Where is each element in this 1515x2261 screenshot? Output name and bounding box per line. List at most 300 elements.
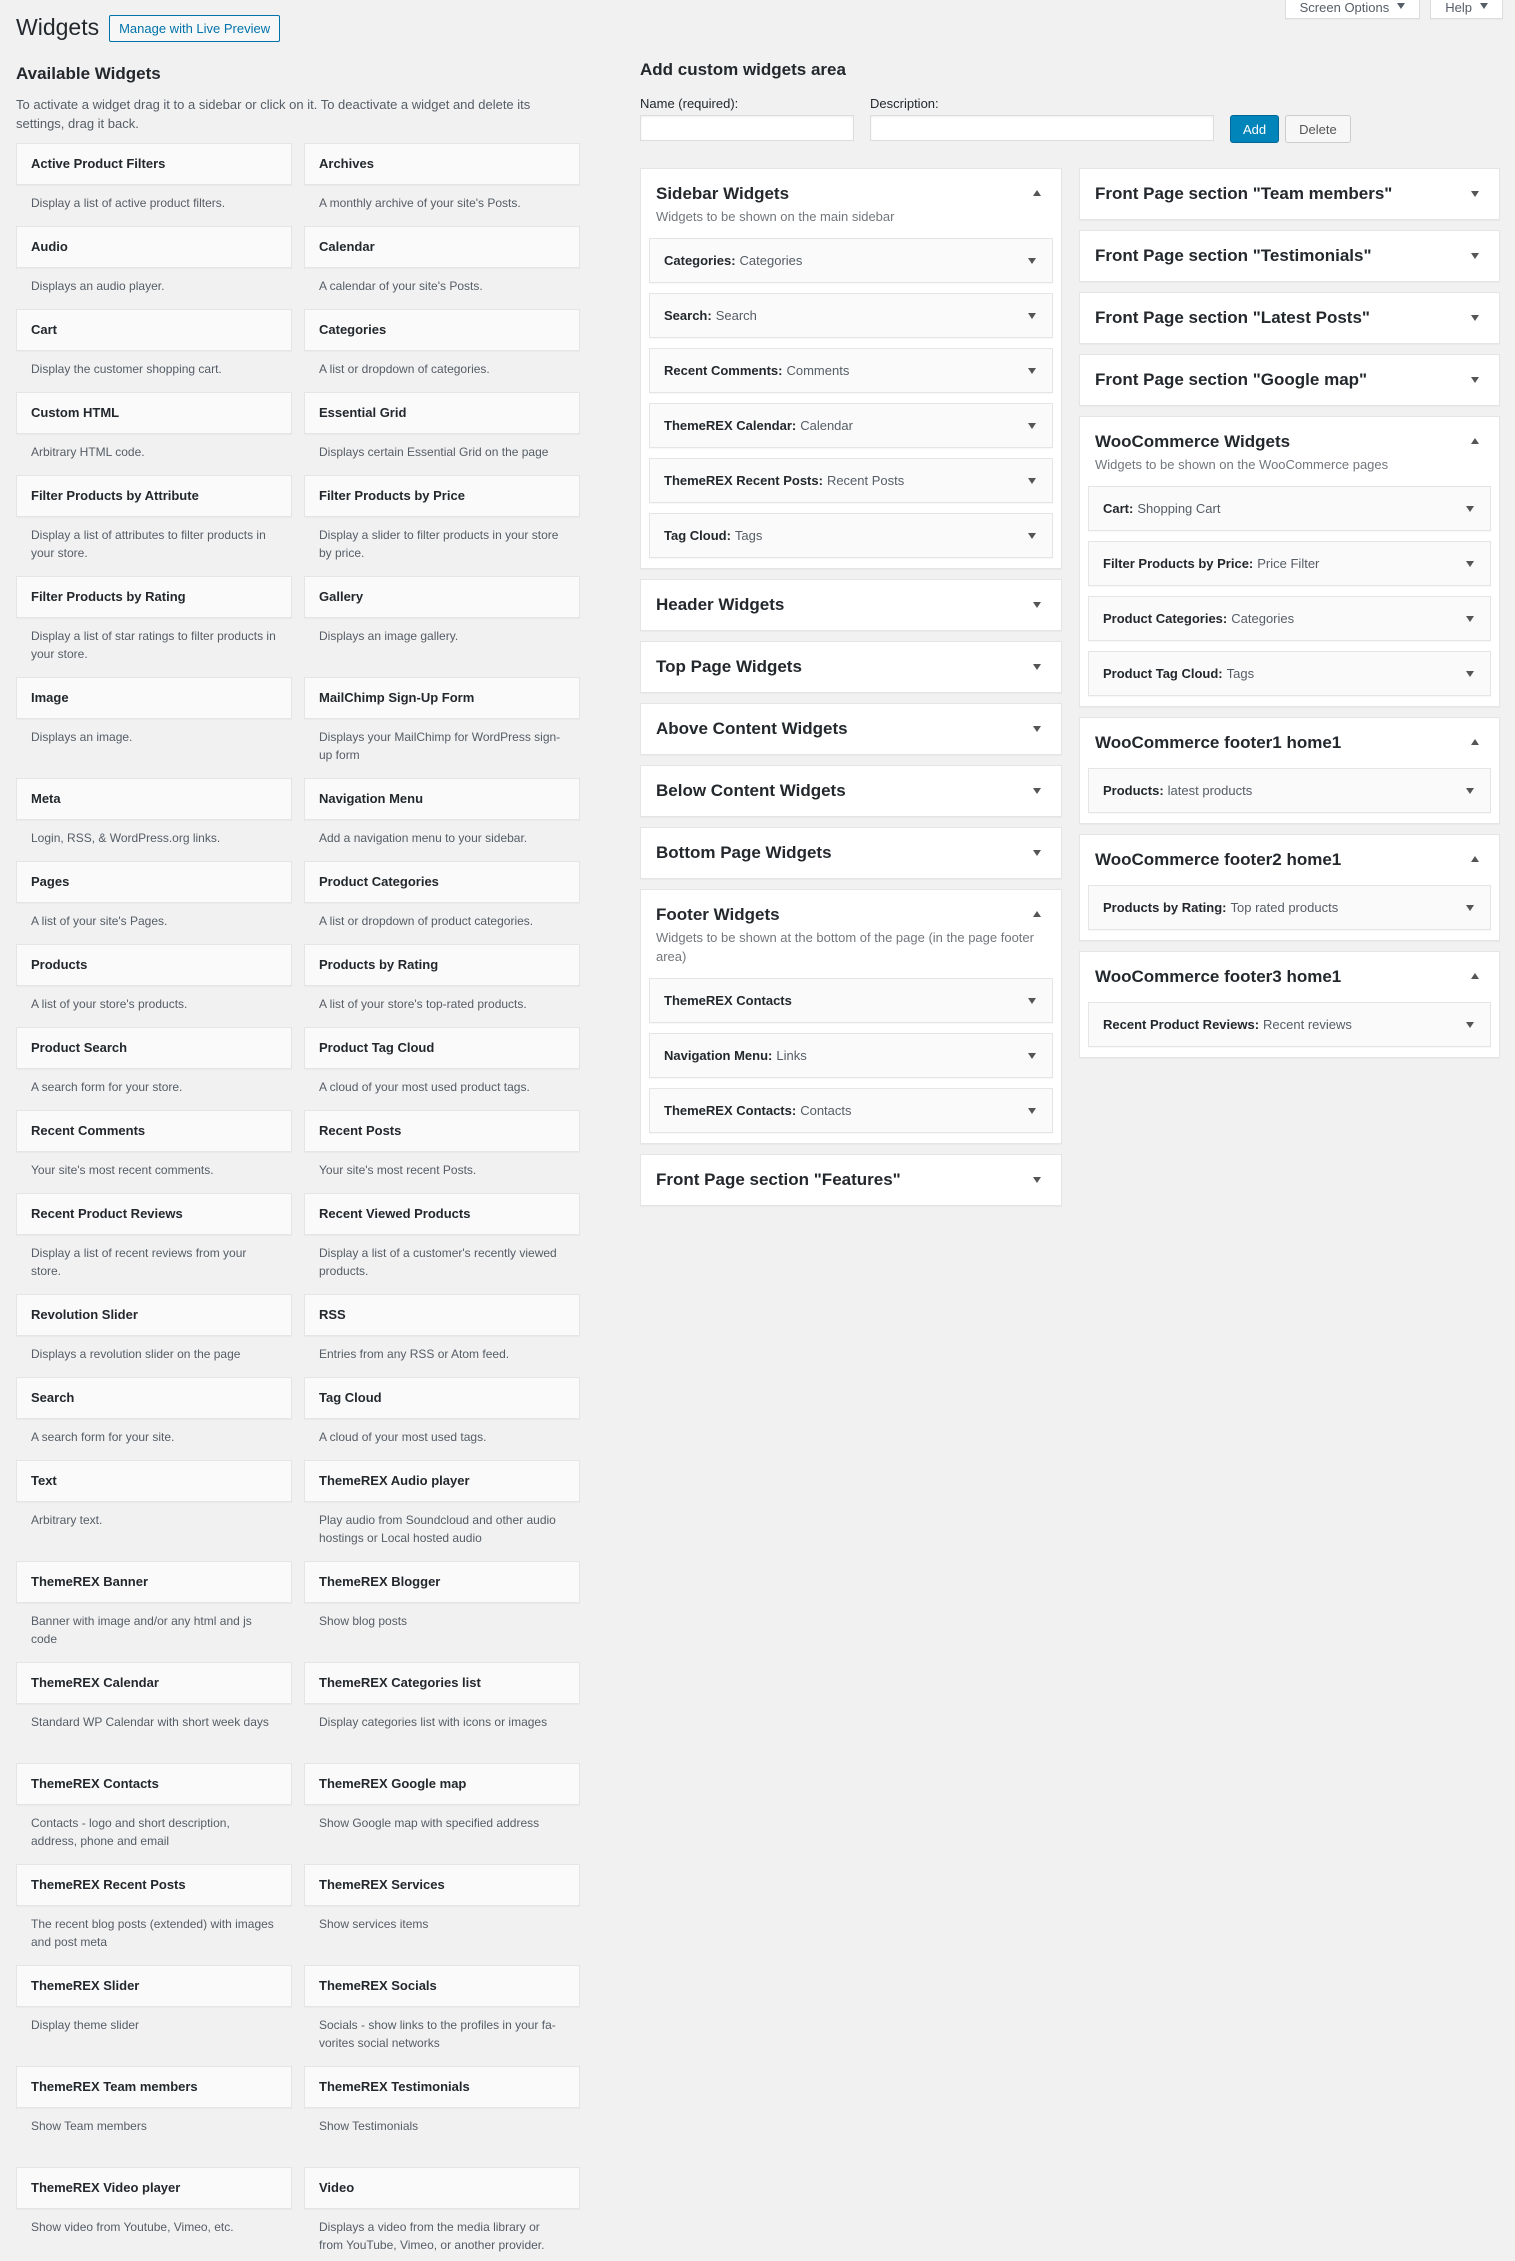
chevron-down-icon[interactable] [1466, 616, 1474, 622]
available-widget [16, 1294, 292, 1377]
sidebar-area-header[interactable] [1080, 952, 1499, 1002]
chevron-up-icon[interactable] [1033, 190, 1041, 196]
available-widget-title[interactable]: Image [16, 677, 292, 719]
available-widget-description: A list of your store's products. [31, 997, 188, 1011]
available-widget-description: A list or dropdown of categories. [319, 362, 490, 376]
available-widget-title[interactable]: Filter Products by Rating [16, 576, 292, 618]
chevron-down-icon[interactable] [1028, 533, 1036, 539]
placed-widget-title: Tag Cloud: [664, 528, 731, 543]
sidebar-area-title: Below Content Widgets [656, 781, 846, 800]
available-widget [16, 1027, 292, 1110]
sidebar-area [1079, 168, 1500, 220]
sidebar-area [640, 703, 1062, 755]
sidebar-area [1079, 230, 1500, 282]
placed-widget-instance-title: Top rated products [1230, 900, 1339, 915]
available-widget-description: Login, RSS, & WordPress.org links. [31, 831, 221, 845]
chevron-down-icon[interactable] [1033, 602, 1041, 608]
available-widget-title[interactable]: ThemeREX Calendar [16, 1662, 292, 1704]
page-title: Widgets [16, 14, 100, 40]
placed-widget-instance-title: Tags [734, 528, 763, 543]
available-widget [304, 1864, 580, 1965]
chevron-up-icon[interactable] [1471, 739, 1479, 745]
placed-widget[interactable] [649, 403, 1053, 448]
available-widget-title[interactable]: ThemeREX Team members [16, 2066, 292, 2108]
placed-widget-title: Navigation Menu: [664, 1048, 773, 1063]
available-widget-title[interactable]: ThemeREX Google map [304, 1763, 580, 1805]
available-widget [16, 1662, 292, 1763]
help-label: Help [1445, 0, 1472, 15]
sidebar-area-title: Top Page Widgets [656, 657, 802, 676]
placed-widget[interactable] [649, 978, 1053, 1023]
placed-widget[interactable] [1088, 651, 1491, 696]
sidebar-area [640, 827, 1062, 879]
placed-widget-title: Search: [664, 308, 712, 323]
available-widget [16, 1561, 292, 1662]
chevron-down-icon[interactable] [1033, 664, 1041, 670]
chevron-down-icon[interactable] [1028, 368, 1036, 374]
chevron-down-icon[interactable] [1466, 905, 1474, 911]
placed-widget[interactable] [1088, 885, 1491, 930]
available-widget-description: Displays an audio player. [31, 279, 165, 293]
available-widget [16, 576, 292, 677]
placed-widget-instance-title: Shopping Cart [1137, 501, 1221, 516]
available-widget-title[interactable]: Recent Product Reviews [16, 1193, 292, 1235]
available-widget [304, 143, 580, 226]
sidebar-area-description: Widgets to be shown on the WooCommerce pages [1095, 457, 1389, 472]
available-widget [304, 1377, 580, 1460]
available-widget-title[interactable]: ThemeREX Audio player [304, 1460, 580, 1502]
sidebar-area [1079, 416, 1500, 707]
sidebar-area-description: Widgets to be shown at the bottom of the page (in the page footer area) [656, 930, 1034, 964]
available-widget-description: Display categories list with icons or images [319, 1715, 548, 1729]
chevron-down-icon[interactable] [1028, 1108, 1036, 1114]
sidebar-area-header[interactable] [1080, 355, 1499, 405]
placed-widget-instance-title: Calendar [800, 418, 853, 433]
manage-live-preview-button[interactable]: Manage with Live Preview [109, 15, 280, 42]
available-widget-description: Display theme slider [31, 2018, 140, 2032]
sidebar-area-title: Front Page section "Latest Posts" [1095, 308, 1370, 327]
available-widget [304, 1294, 580, 1377]
available-widgets-description: To activate a widget drag it to a sidebar or click on it. To deactivate a widget and delete its settings, drag it back. [16, 97, 531, 131]
sidebar-area-title: Footer Widgets [656, 905, 780, 924]
available-widget [304, 1193, 580, 1294]
placed-widget-instance-title: Search [715, 308, 757, 323]
available-widget [304, 1561, 580, 1662]
placed-widget[interactable] [1088, 541, 1491, 586]
available-widget-description: A monthly archive of your site's Posts. [319, 196, 521, 210]
sidebars-column-middle [640, 168, 1062, 1216]
sidebar-area-title: Bottom Page Widgets [656, 843, 832, 862]
available-widget-description: Your site's most recent comments. [31, 1163, 214, 1177]
available-widget-title[interactable]: ThemeREX Blogger [304, 1561, 580, 1603]
sidebar-area-title: WooCommerce Widgets [1095, 432, 1291, 451]
available-widget-description: A list of your site's Pages. [31, 914, 168, 928]
available-widget-title[interactable]: ThemeREX Recent Posts [16, 1864, 292, 1906]
available-widget-title[interactable]: Cart [16, 309, 292, 351]
available-widget [304, 1662, 580, 1763]
sidebar-area-widgets [1080, 885, 1499, 940]
sidebar-area-widgets [1080, 768, 1499, 823]
sidebar-area-title: Above Content Widgets [656, 719, 848, 738]
available-widget-title[interactable]: Revolution Slider [16, 1294, 292, 1336]
chevron-down-icon[interactable] [1028, 423, 1036, 429]
placed-widget-instance-title: Links [776, 1048, 807, 1063]
placed-widget-instance-title: Categories [739, 253, 803, 268]
sidebar-area-description: Widgets to be shown on the main sidebar [656, 209, 895, 224]
available-widget-title[interactable]: Active Product Filters [16, 143, 292, 185]
placed-widget[interactable] [649, 1088, 1053, 1133]
available-widget [16, 2066, 292, 2167]
available-widget-title[interactable]: Gallery [304, 576, 580, 618]
available-widget [16, 226, 292, 309]
placed-widget-title: Product Categories: [1103, 611, 1228, 626]
available-widget-title[interactable]: Meta [16, 778, 292, 820]
sidebar-area-header[interactable] [1080, 718, 1499, 768]
placed-widget-title: Product Tag Cloud: [1103, 666, 1223, 681]
available-widget-description: Entries from any RSS or Atom feed. [319, 1347, 510, 1361]
chevron-down-icon [1480, 3, 1488, 9]
placed-widget-instance-title: Contacts [800, 1103, 852, 1118]
sidebar-area [1079, 292, 1500, 344]
placed-widget[interactable] [649, 513, 1053, 558]
sidebar-area-title: Front Page section "Google map" [1095, 370, 1368, 389]
available-widget-title[interactable]: ThemeREX Video player [16, 2167, 292, 2209]
placed-widget-title: Cart: [1103, 501, 1134, 516]
available-widget-description: Add a navigation menu to your sidebar. [319, 831, 528, 845]
available-widget-title[interactable]: ThemeREX Testimonials [304, 2066, 580, 2108]
sidebar-area-header[interactable] [641, 766, 1061, 816]
available-widget [304, 1027, 580, 1110]
available-widget-description: Displays an image gallery. [319, 629, 459, 643]
name-field[interactable] [640, 115, 854, 141]
sidebar-area [640, 889, 1062, 1144]
placed-widget-title: Recent Product Reviews: [1103, 1017, 1260, 1032]
available-widget [16, 2167, 292, 2250]
chevron-down-icon [1397, 3, 1405, 9]
available-widget-description: Show Team members [31, 2119, 147, 2133]
placed-widget[interactable] [1088, 768, 1491, 813]
add-button[interactable]: Add [1230, 115, 1279, 143]
available-widget-description: Displays a revolution slider on the page [31, 1347, 241, 1361]
custom-area-buttons [1230, 115, 1351, 143]
available-widget [16, 1864, 292, 1965]
available-widget [16, 1377, 292, 1460]
chevron-down-icon[interactable] [1466, 671, 1474, 677]
available-widget-description: Arbitrary text. [31, 1513, 103, 1527]
available-widget-description: A cloud of your most used tags. [319, 1430, 487, 1444]
available-widget-title[interactable]: Product Search [16, 1027, 292, 1069]
chevron-up-icon[interactable] [1471, 856, 1479, 862]
delete-button[interactable]: Delete [1285, 115, 1351, 143]
chevron-down-icon[interactable] [1028, 258, 1036, 264]
available-widget-description: Display a list of recent reviews from your store. [31, 1246, 247, 1278]
available-widget-description: Display a slider to filter products in your store by price. [319, 528, 559, 560]
placed-widget-title: ThemeREX Calendar: [664, 418, 797, 433]
available-widget-description: Display a list of a customer's recently viewed products. [319, 1246, 557, 1278]
available-widget-title[interactable]: Audio [16, 226, 292, 268]
sidebar-area-title: WooCommerce footer3 home1 [1095, 967, 1342, 986]
available-widget [304, 1460, 580, 1561]
sidebar-area [1079, 717, 1500, 824]
placed-widget-instance-title: Comments [786, 363, 850, 378]
sidebar-area-header[interactable] [641, 890, 1061, 940]
sidebar-area-widgets [1080, 486, 1499, 706]
custom-widget-area-title: Add custom widgets area [640, 60, 846, 79]
sidebar-area-title: WooCommerce footer2 home1 [1095, 850, 1342, 869]
placed-widget[interactable] [649, 238, 1053, 283]
available-widget [304, 475, 580, 576]
available-widget-title[interactable]: ThemeREX Categories list [304, 1662, 580, 1704]
placed-widget-title: ThemeREX Contacts [664, 993, 792, 1008]
placed-widget[interactable] [1088, 1002, 1491, 1047]
available-widget-description: A search form for your store. [31, 1080, 183, 1094]
sidebar-area-header[interactable] [1080, 835, 1499, 885]
placed-widget-instance-title: latest products [1167, 783, 1253, 798]
available-widget [16, 392, 292, 475]
sidebar-area-title: Sidebar Widgets [656, 184, 790, 203]
sidebar-area [640, 765, 1062, 817]
available-widget-title[interactable]: Calendar [304, 226, 580, 268]
available-widget-title[interactable]: MailChimp Sign-Up Form [304, 677, 580, 719]
sidebars-column-right [1079, 168, 1500, 1068]
available-widget-title[interactable]: Tag Cloud [304, 1377, 580, 1419]
sidebar-area-title: Front Page section "Team members" [1095, 184, 1393, 203]
placed-widget-title: Products: [1103, 783, 1164, 798]
sidebar-area-header[interactable] [641, 642, 1061, 692]
sidebar-area [640, 641, 1062, 693]
available-widget [16, 944, 292, 1027]
available-widgets [16, 64, 580, 2250]
available-widget-description: The recent blog posts (extended) with images and post meta [31, 1917, 274, 1949]
sidebar-area-header[interactable] [641, 828, 1061, 878]
sidebar-area [640, 168, 1062, 569]
sidebar-area-header[interactable] [641, 169, 1061, 219]
widget-list [16, 143, 580, 2250]
available-widget [16, 1763, 292, 1864]
available-widget [16, 861, 292, 944]
available-widget-description: A calendar of your site's Posts. [319, 279, 483, 293]
placed-widget[interactable] [649, 348, 1053, 393]
screen-options-tab[interactable] [1285, 0, 1421, 19]
available-widget-title[interactable]: Product Tag Cloud [304, 1027, 580, 1069]
chevron-down-icon[interactable] [1033, 788, 1041, 794]
available-widget [304, 861, 580, 944]
sidebar-area [1079, 951, 1500, 1058]
available-widget-title[interactable]: Categories [304, 309, 580, 351]
available-widget-description: Banner with image and/or any html and js code [31, 1614, 252, 1646]
placed-widget[interactable] [649, 293, 1053, 338]
available-widget-title[interactable]: Product Categories [304, 861, 580, 903]
available-widget-description: A list or dropdown of product categories. [319, 914, 534, 928]
sidebar-area [640, 1154, 1062, 1206]
available-widget-title[interactable]: Essential Grid [304, 392, 580, 434]
sidebar-area-title: Front Page section "Features" [656, 1170, 901, 1189]
chevron-down-icon[interactable] [1471, 191, 1479, 197]
available-widget [304, 944, 580, 1027]
sidebar-area-title: Front Page section "Testimonials" [1095, 246, 1372, 265]
available-widget [304, 1110, 580, 1193]
description-field-group [870, 96, 1214, 141]
chevron-down-icon[interactable] [1033, 726, 1041, 732]
available-widget-title[interactable]: Pages [16, 861, 292, 903]
available-widget-title[interactable]: Filter Products by Attribute [16, 475, 292, 517]
chevron-down-icon[interactable] [1028, 998, 1036, 1004]
sidebar-area [640, 579, 1062, 631]
sidebar-area-header[interactable] [1080, 293, 1499, 343]
available-widget-description: Displays an image. [31, 730, 133, 744]
available-widget-title[interactable]: Search [16, 1377, 292, 1419]
custom-widget-area-fields [640, 96, 1360, 141]
sidebar-area-header[interactable] [641, 704, 1061, 754]
available-widget-description: Displays a video from the media library or from YouTube, Vimeo, or another provider. [319, 2220, 545, 2252]
available-widget-title[interactable]: RSS [304, 1294, 580, 1336]
chevron-up-icon[interactable] [1471, 438, 1479, 444]
available-widget-title[interactable]: ThemeREX Contacts [16, 1763, 292, 1805]
sidebar-area-title: WooCommerce footer1 home1 [1095, 733, 1342, 752]
available-widget [16, 1110, 292, 1193]
sidebar-area [1079, 354, 1500, 406]
available-widget [304, 392, 580, 475]
sidebar-area-widgets [641, 238, 1061, 568]
available-widget-description: A list of your store's top-rated products. [319, 997, 527, 1011]
available-widget [304, 576, 580, 677]
available-widget-description: Show Google map with specified address [319, 1816, 540, 1830]
available-widget-description: Display the customer shopping cart. [31, 362, 222, 376]
sidebar-area-header[interactable] [641, 580, 1061, 630]
sidebar-area-header[interactable] [1080, 169, 1499, 219]
available-widget-title[interactable]: ThemeREX Services [304, 1864, 580, 1906]
available-widget-description: Arbitrary HTML code. [31, 445, 145, 459]
placed-widget-title: Categories: [664, 253, 736, 268]
sidebar-area-header[interactable] [1080, 417, 1499, 467]
available-widget-description: Displays your MailChimp for WordPress sign-up form [319, 730, 561, 762]
available-widget-title[interactable]: Text [16, 1460, 292, 1502]
name-field-label: Name (required): [640, 96, 739, 111]
help-tab[interactable] [1430, 0, 1503, 19]
available-widget-title[interactable]: Custom HTML [16, 392, 292, 434]
available-widget [304, 1965, 580, 2066]
chevron-down-icon[interactable] [1028, 478, 1036, 484]
available-widget-description: Socials - show links to the profiles in your fa-vorites social networks [319, 2018, 556, 2050]
available-widget [304, 677, 580, 778]
custom-widget-area-form [640, 60, 1360, 141]
available-widget [304, 1763, 580, 1864]
available-widget [16, 1965, 292, 2066]
chevron-down-icon[interactable] [1466, 506, 1474, 512]
chevron-down-icon[interactable] [1033, 850, 1041, 856]
available-widget-description: Standard WP Calendar with short week days [31, 1715, 269, 1729]
placed-widget[interactable] [1088, 596, 1491, 641]
available-widget-title[interactable]: Archives [304, 143, 580, 185]
available-widget-description: Contacts - logo and short description, address, phone and email [31, 1816, 230, 1848]
available-widget [16, 677, 292, 778]
chevron-down-icon[interactable] [1471, 315, 1479, 321]
page-header [16, 13, 280, 42]
available-widget-title[interactable]: Products by Rating [304, 944, 580, 986]
description-field-label: Description: [870, 96, 939, 111]
placed-widget-instance-title: Recent Posts [826, 473, 905, 488]
available-widget-title[interactable]: ThemeREX Socials [304, 1965, 580, 2007]
available-widget [304, 2167, 580, 2250]
available-widget-description: Show Testimonials [319, 2119, 419, 2133]
placed-widget-title: Recent Comments: [664, 363, 783, 378]
sidebar-area-widgets [1080, 1002, 1499, 1057]
available-widget [16, 475, 292, 576]
sidebar-area-header[interactable] [1080, 231, 1499, 281]
chevron-down-icon[interactable] [1028, 313, 1036, 319]
sidebar-area-widgets [641, 978, 1061, 1143]
available-widgets-title: Available Widgets [16, 64, 161, 83]
available-widget [304, 226, 580, 309]
available-widget [16, 778, 292, 861]
available-widget [304, 778, 580, 861]
available-widget-description: Display a list of active product filters. [31, 196, 226, 210]
sidebar-area [1079, 834, 1500, 941]
chevron-down-icon[interactable] [1033, 1177, 1041, 1183]
available-widget-description: Play audio from Soundcloud and other audio hostings or Local hosted audio [319, 1513, 556, 1545]
chevron-up-icon[interactable] [1033, 911, 1041, 917]
placed-widget-title: ThemeREX Contacts: [664, 1103, 797, 1118]
available-widget [16, 1460, 292, 1561]
placed-widget[interactable] [649, 1033, 1053, 1078]
placed-widget-title: ThemeREX Recent Posts: [664, 473, 823, 488]
available-widget-title[interactable]: Filter Products by Price [304, 475, 580, 517]
name-field-group [640, 96, 854, 141]
placed-widget[interactable] [649, 458, 1053, 503]
available-widget [16, 143, 292, 226]
placed-widget-instance-title: Tags [1226, 666, 1255, 681]
available-widget-description: Show blog posts [319, 1614, 408, 1628]
screen-meta-links [1285, 0, 1503, 19]
description-field[interactable] [870, 115, 1214, 141]
sidebar-area-header[interactable] [641, 1155, 1061, 1205]
available-widget [16, 309, 292, 392]
placed-widget-instance-title: Recent reviews [1263, 1017, 1352, 1032]
placed-widget-instance-title: Price Filter [1257, 556, 1320, 571]
available-widget-title[interactable]: Products [16, 944, 292, 986]
available-widget-title[interactable]: Video [304, 2167, 580, 2209]
placed-widget-title: Filter Products by Price: [1103, 556, 1254, 571]
sidebar-area-title: Header Widgets [656, 595, 785, 614]
available-widget-description: Show services items [319, 1917, 429, 1931]
available-widget-description: Display a list of attributes to filter products in your store. [31, 528, 266, 560]
available-widget-title[interactable]: ThemeREX Slider [16, 1965, 292, 2007]
available-widget-description: A cloud of your most used product tags. [319, 1080, 530, 1094]
placed-widget-instance-title: Categories [1231, 611, 1295, 626]
chevron-down-icon[interactable] [1471, 377, 1479, 383]
placed-widget[interactable] [1088, 486, 1491, 531]
available-widget [304, 309, 580, 392]
available-widget-title[interactable]: Navigation Menu [304, 778, 580, 820]
placed-widget-title: Products by Rating: [1103, 900, 1227, 915]
available-widget-title[interactable]: Recent Comments [16, 1110, 292, 1152]
available-widget-description: Your site's most recent Posts. [319, 1163, 477, 1177]
available-widget-description: A search form for your site. [31, 1430, 175, 1444]
chevron-down-icon[interactable] [1466, 561, 1474, 567]
available-widget-description: Displays certain Essential Grid on the page [319, 445, 549, 459]
chevron-down-icon[interactable] [1471, 253, 1479, 259]
chevron-up-icon[interactable] [1471, 973, 1479, 979]
available-widget-title[interactable]: Recent Viewed Products [304, 1193, 580, 1235]
chevron-down-icon[interactable] [1028, 1053, 1036, 1059]
screen-options-label: Screen Options [1299, 0, 1390, 15]
available-widget-description: Show video from Youtube, Vimeo, etc. [31, 2220, 234, 2234]
available-widget [16, 1193, 292, 1294]
available-widget-title[interactable]: Recent Posts [304, 1110, 580, 1152]
chevron-down-icon[interactable] [1466, 1022, 1474, 1028]
available-widget-title[interactable]: ThemeREX Banner [16, 1561, 292, 1603]
chevron-down-icon[interactable] [1466, 788, 1474, 794]
